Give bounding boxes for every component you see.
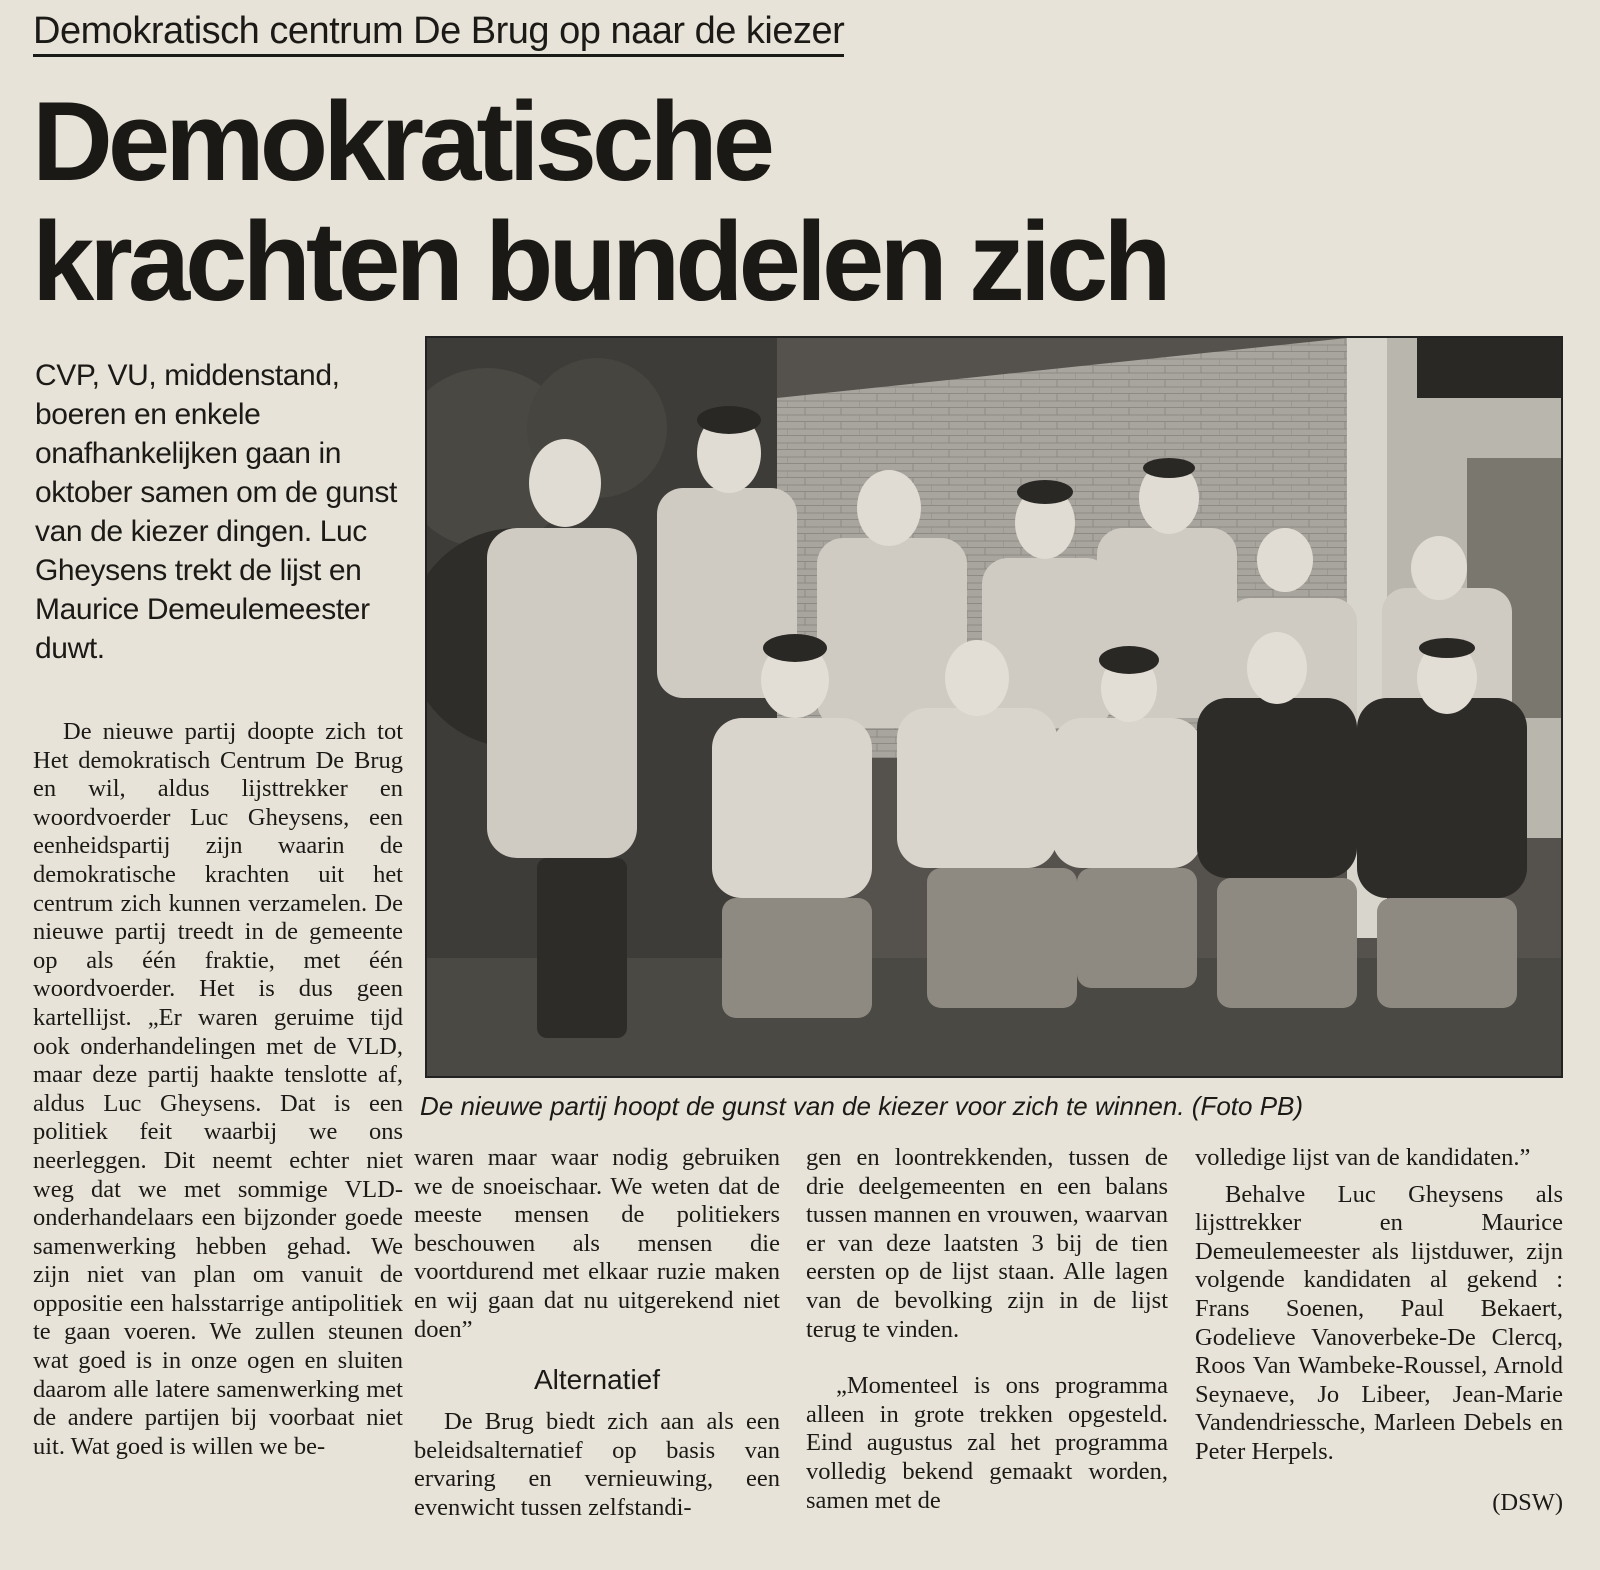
group-photo: [425, 336, 1563, 1078]
text-column-3: [806, 1144, 1168, 1515]
body-paragraph: „Momenteel is ons programma alleen in grote trekken opgesteld. Eind augustus zal het programma volledig bekend gemaakt worden, samen met de: [806, 1372, 1168, 1514]
byline: (DSW): [1492, 1488, 1563, 1516]
section-subhead: Alternatief: [533, 1364, 661, 1396]
body-paragraph: waren maar waar nodig gebruiken we de snoeischaar. We weten dat de meeste mensen de politiekers beschouwen als mensen die voortdurend met elkaar ruzie maken en wij gaan dat nu uitgerekend niet doen”: [414, 1144, 780, 1343]
text-column-4: [1195, 1144, 1563, 1517]
body-paragraph: volledige lijst van de kandidaten.”: [1195, 1144, 1531, 1171]
body-paragraph: Behalve Luc Gheysens als lijsttrekker en Maurice Demeulemeester als lijstduwer, zijn volgende kandidaten al gekend : Frans Soenen, Paul Bekaert, Godelieve Vanoverbeke-De Clercq, Roos Van Wambeke-Roussel, Arnold Seynaeve, Jo Libeer, Jean-Marie Vandendriessche, Marleen Debels en Peter Herpels.: [1195, 1180, 1563, 1465]
article-headline: Demokratische krachten bundelen zich: [32, 79, 1167, 324]
article-lead: CVP, VU, middenstand, boeren en enkele onafhankelijken gaan in oktober samen om de gunst van de kiezer dingen. Luc Gheysens trekt de lijst en Maurice Demeulemeester duwt.: [35, 359, 397, 665]
article-kicker: Demokratisch centrum De Brug op naar de kiezer: [33, 8, 844, 57]
text-column-2: [414, 1144, 780, 1523]
body-paragraph: gen en loontrekkenden, tussen de drie deelgemeenten en een balans tussen mannen en vrouwen, waarvan er van deze laatsten 3 bij de tien eersten op de lijst staan. Alle lagen van de bevolking zijn in de lijst terug te vinden.: [806, 1144, 1168, 1343]
photo-caption: De nieuwe partij hoopt de gunst van de kiezer voor zich te winnen. (Foto PB): [420, 1091, 1304, 1121]
body-paragraph: De nieuwe partij doopte zich tot Het demokratisch Centrum De Brug en wil, aldus lijsttrekker en woordvoerder Luc Gheysens, een eenheidspartij zijn waarin de demokratische krachten uit het centrum zich kunnen verzamelen. De nieuwe partij treedt in de gemeente op als één fraktie, met één woordvoerder. Het is dus geen kartellijst. „Er waren geruime tijd ook onderhandelingen met de VLD, maar deze partij haakte tenslotte af, aldus Luc Gheysens. Dat is een politiek feit waarbij we ons neerleggen. Dit neemt echter niet weg dat we met sommige VLD-onderhandelaars een bijzonder goede samenwerking hebben gehad. We zijn niet van plan om vanuit de oppositie een halsstarrige antipolitiek te gaan voeren. We zullen steunen wat goed is in onze ogen en sluiten daarom alle latere samenwerking met de andere partijen bij voorbaat niet uit. Wat goed is willen we be-: [33, 718, 403, 1460]
body-paragraph: De Brug biedt zich aan als een beleidsalternatief op basis van ervaring en vernieuwing, een evenwicht tussen zelfstandi-: [414, 1408, 780, 1521]
text-column-1: [33, 718, 403, 1461]
